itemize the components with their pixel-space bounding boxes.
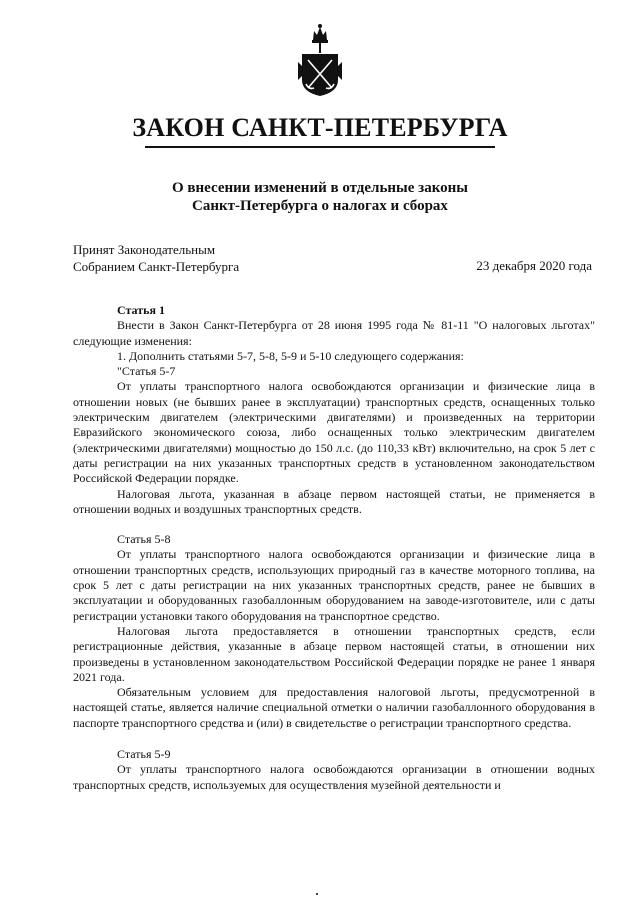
adopted-line-1: Принят Законодательным bbox=[73, 242, 216, 257]
title-underline bbox=[145, 146, 495, 148]
scan-speck bbox=[316, 893, 318, 895]
law-title: ЗАКОН САНКТ-ПЕТЕРБУРГА bbox=[132, 113, 508, 142]
adopted-by bbox=[73, 241, 239, 275]
adopted-line-2: Собранием Санкт-Петербурга bbox=[73, 259, 240, 274]
article-5-7-paragraph-2: Налоговая льгота, указанная в абзаце первом настоящей статьи, не применяется в отношении водных и воздушных транспортных средств. bbox=[73, 486, 595, 516]
article-5-8-paragraph-2: Налоговая льгота предоставляется в отношении транспортных средств, если регистрационные действия, указанные в абзаце первом настоящей статьи, в отношении них произведены в установленном законодательством Российской Федерации порядке не ранее 1 января 2021 года. bbox=[73, 623, 595, 684]
article-5-8-paragraph-3: Обязательным условием для предоставления налоговой льготы, предусмотренной в настоящей статье, является наличие специальной отметки о наличии газобаллонного оборудования в паспорте транспортного средства и (или) в свидетельстве о регистрации транспортного средства. bbox=[73, 685, 595, 730]
article-5-7-heading: "Статья 5-7 bbox=[117, 364, 176, 379]
adoption-date: 23 декабря 2020 года bbox=[476, 258, 592, 273]
article-5-8-paragraph-1: От уплаты транспортного налога освобождаются организации и физические лица в отношении транспортных средств, использующих природный газ в качестве моторного топлива, на срок 5 лет с даты регистрации на них указанных транспортных средств, ранее не бывших в эксплуатации и оборудованных газобаллонным оборудованием на заводе-изготовителе, или с даты регистрации установки такого оборудования на транспортное средство. bbox=[73, 547, 595, 623]
law-subtitle bbox=[0, 179, 640, 215]
subtitle-line-2: Санкт-Петербурга о налогах и сборах bbox=[192, 198, 448, 214]
article-5-7-paragraph-1: От уплаты транспортного налога освобождаются организации и физические лица в отношении новых (не бывших ранее в эксплуатации) транспортных средств, оснащенных только электрическим двигателем (электрическими двигателями) и произведенных на территории Евразийского экономического союза, либо оснащенных только электрическим двигателем (электрическими двигателями) мощностью до 150 л.с. (до 110,33 кВт) включительно, на срок 5 лет с даты регистрации на них указанных транспортных средств в установленном законодательством Российской Федерации порядке. bbox=[73, 379, 595, 486]
article-5-8-heading: Статья 5-8 bbox=[117, 532, 171, 547]
law-body bbox=[73, 303, 595, 793]
article-1-item-1: 1. Дополнить статьями 5-7, 5-8, 5-9 и 5-10 следующего содержания: bbox=[117, 348, 464, 363]
article-5-9-paragraph-1: От уплаты транспортного налога освобождаются организации в отношении водных транспортных средств, используемых для осуществления музейной деятельности и bbox=[73, 762, 595, 792]
article-5-9-heading: Статья 5-9 bbox=[117, 747, 171, 762]
coat-of-arms-emblem bbox=[296, 22, 344, 100]
article-1-heading: Статья 1 bbox=[117, 303, 165, 317]
subtitle-line-1: О внесении изменений в отдельные законы bbox=[172, 180, 468, 196]
article-1-intro: Внести в Закон Санкт-Петербурга от 28 июня 1995 года № 81-11 "О налоговых льготах" следующие изменения: bbox=[73, 318, 595, 348]
